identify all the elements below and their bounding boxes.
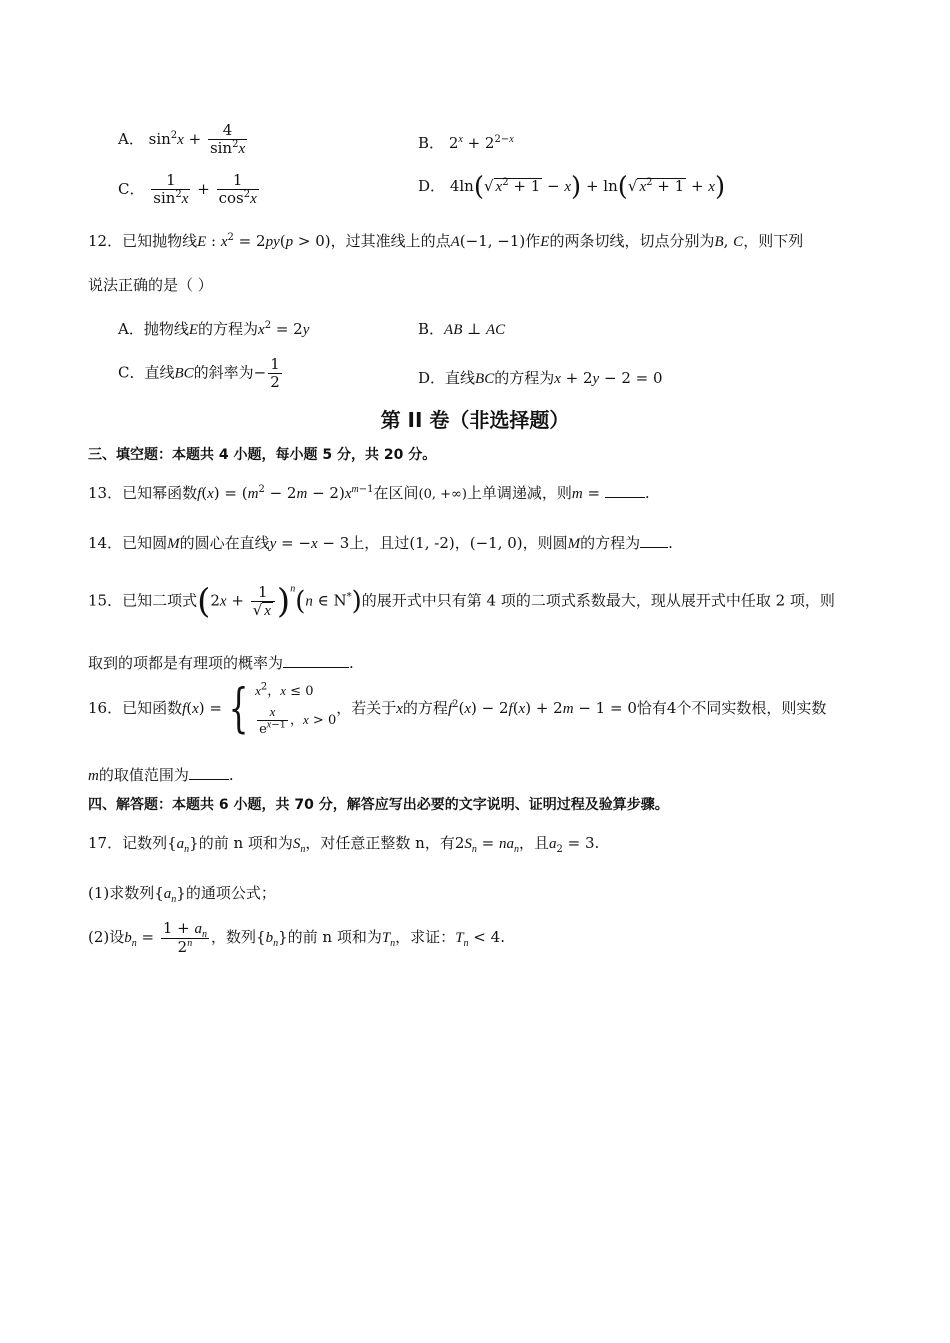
q12-stem-line2: 说法正确的是（ ） [88,276,213,294]
q16-text: 恰有 [636,699,667,717]
q16-line2: m的取值范围为 . [88,766,234,784]
q17-part2: (2)设$b_n$ = $\frac{1 + a_n}{2^n}$ ，数列$\{b_n\}$的前 n 项和为$T_n$，求证：$T_n < 4$. [88,919,505,956]
q14-text: 上，且过 [349,534,410,552]
answer-blank[interactable] [605,483,645,498]
q15-text: 的展开式中只有第 4 项的二项式系数最大，现从展开式中任取 2 项，则 [361,591,835,610]
q15-text: 取到的项都是有理项的概率为 [88,654,284,672]
part2-title: 第 II 卷（非选择题） [380,408,570,432]
q12-option-d: D．直线BC的方程为x + 2y − 2 = 0 [418,369,663,387]
option-label: B． [418,134,445,152]
q14-text: ，则圆 [522,534,568,552]
section3-heading: 三、填空题：本题共 4 小题，每小题 5 分，共 20 分。 [88,447,437,463]
q17-part1: (1)求数列$\{a_n\}$的通项公式； [88,884,276,905]
q16-text: 个不同实数根，则实数 [676,699,827,717]
q16-text: ，若关于 [336,699,397,717]
q12-text: 作 [525,232,541,250]
option-label: A． [118,130,144,148]
q14-text: ， [454,534,470,552]
answer-blank[interactable] [640,533,668,548]
q13: 13．已知幂函数$f(x) = (m^2 - 2m - 2)x^{m-1}$在区间(0, +∞)上单调递减，则m = . [88,484,650,502]
q16-text: 16．已知函数 [88,699,183,717]
q12-text: 的两条切线，切点分别为 [549,232,715,250]
q14-text: 的方程为 [580,534,641,552]
option-text: B． [418,320,445,338]
option-text: D．直线 [418,369,476,387]
q15: 15．已知二项式(2x + $\frac{1}{√ x}$ )$^n$(n ∈ N*)的展开式中只有第 4 项的二项式系数最大，现从展开式中任取 2 项，则 [88,581,835,622]
q12-text: 12．已知抛物线 [88,232,198,250]
q16-text: 的方程 [402,699,448,717]
q16: 16．已知函数f(x) = { $x^2$，x ≤ 0 $\frac{x}{e^{x-1}}$ ，x > 0 ，若关于x的方程$f^2(x) - 2f(x) + 2m - 1 = 0$恰有4个不同实数根，则实数 [88,679,827,739]
q17-text: . [594,834,600,852]
q11-option-c: C． $\frac{1}{\sin^2x}$ + $\frac{1}{\cos^2x}$ [118,171,257,207]
option-text: 的方程为 [198,320,259,338]
q14-text: 14．已知圆 [88,534,168,552]
answer-blank[interactable] [283,653,349,668]
q13-text: 在区间 [373,484,419,502]
q13-text: . [644,484,650,502]
q17-text: (2)设 [88,928,125,946]
option-text: C．直线 [118,363,175,382]
q12-option-c: C．直线BC的斜率为− $\frac{1}{2}$ [118,355,280,391]
q11-option-d: D． 4ln(√ $x^2 + 1 - x) + \ln(√$ $x^2 + 1 + x$) [418,172,726,202]
q11-option-a: A． $\sin^2x$ + $\frac{4}{\sin^2x}$ [118,121,246,157]
q15-text: 15．已知二项式 [88,591,198,610]
q14-text: 的圆心在直线 [179,534,270,552]
q17: 17．记数列$\{a_n\}$的前 n 项和为$S_n$，对任意正整数 n，有$2S_n = na_n$，且$a_2 = 3$. [88,834,600,855]
q13-text: 13．已知幂函数 [88,484,198,502]
q17-text: 的通项公式； [185,884,276,902]
q12-option-a: A．抛物线E的方程为$x^2 = 2y$ [118,320,310,338]
q16-text: 的取值范围为 [98,766,189,784]
q17-text: . [500,928,505,946]
q12-option-b: B．AB ⊥ AC [418,320,506,338]
option-text: 的方程为 [494,369,555,387]
q16-text: . [228,766,234,784]
q17-text: 的前 n 项和为 [198,834,293,852]
option-text: 的斜率为 [193,363,254,382]
q17-text: 的前 n 项和为 [287,928,382,946]
answer-blank[interactable] [189,765,229,780]
q16-text: 4 [666,699,677,717]
option-label: D． [418,177,446,195]
q14: 14．已知圆M的圆心在直线y = −x − 3上，且过(1, -2)，(−1, 0)，则圆M的方程为 . [88,534,673,552]
q17-text: ，且 [518,834,549,852]
option-label: C． [118,180,145,198]
option-text: A．抛物线 [118,320,189,338]
q12-stem: 12．已知抛物线E : $x^2 = 2py(p > 0)$，过其准线上的点A(−1, −1)作E的两条切线，切点分别为B, C，则下列 [88,232,804,250]
q17-text: ，数列 [211,928,257,946]
q15-text: . [349,654,354,672]
q17-text: 17．记数列 [88,834,168,852]
q17-text: (1)求数列 [88,884,155,902]
q12-text: ，过其准线上的点 [330,232,451,250]
q17-text: ，对任意正整数 n，有 [305,834,455,852]
q12-text: ，则下列 [743,232,804,250]
q11-option-b: B． $2^x + 2^{2-x}$ [418,134,514,152]
q15-line2 [88,652,354,673]
q14-text: . [668,534,673,552]
q13-text: 上单调递减，则 [466,484,572,502]
section4-heading: 四、解答题：本题共 6 小题，共 70 分，解答应写出必要的文字说明、证明过程及验算步骤。 [88,797,669,813]
q17-text: ，求证： [395,928,456,946]
